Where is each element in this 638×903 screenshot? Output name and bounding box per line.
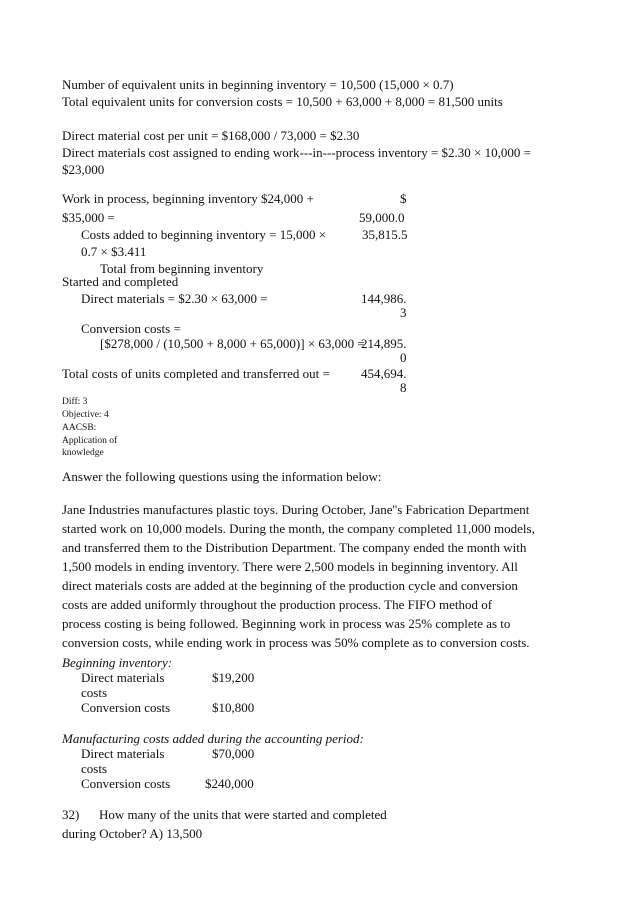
problem-line-7: process costing is being followed. Beginning work in process was 25% complete as to (62, 616, 511, 631)
started-completed: Started and completed (62, 274, 179, 289)
costs-added-cont: 0.7 × $3.411 (81, 244, 147, 259)
manufacturing-costs-heading: Manufacturing costs added during the accounting period: (62, 731, 364, 746)
problem-line-8: conversion costs, while ending work in process was 50% complete as to conversion costs. (62, 635, 530, 650)
conversion-costs-formula: [$278,000 / (10,500 + 8,000 + 65,000)] × 63,000 = (100, 336, 365, 351)
manufacturing-dm-value: $70,000 (212, 746, 255, 761)
intro-line-5: $23,000 (62, 162, 105, 177)
beginning-dm-value: $19,200 (212, 670, 255, 685)
beginning-inventory-heading: Beginning inventory: (62, 655, 173, 670)
intro-line-4: Direct materials cost assigned to ending work---in---process inventory = $2.30 × 10,000 = (62, 145, 531, 160)
manufacturing-dm-label: Direct materials (81, 746, 165, 761)
problem-line-5: direct materials costs are added at the beginning of the production cycle and conversion (62, 578, 518, 593)
costs-added-value: 35,815.5 (362, 227, 408, 242)
problem-line-2: started work on 10,000 models. During the month, the company completed 11,000 models, (62, 521, 535, 536)
problem-line-3: and transferred them to the Distribution Department. The company ended the month with (62, 540, 527, 555)
manufacturing-cc-label: Conversion costs (81, 776, 171, 791)
total-from-beginning: Total from beginning inventory (100, 261, 264, 276)
question-32-line-1: How many of the units that were started and completed (99, 807, 387, 822)
intro-line-2: Total equivalent units for conversion costs = 10,500 + 63,000 + 8,000 = 81,500 units (62, 94, 503, 109)
costs-added-label: Costs added to beginning inventory = 15,000 × (81, 227, 327, 242)
direct-materials-value-cont: 3 (400, 305, 407, 320)
direct-materials-label: Direct materials = $2.30 × 63,000 = (81, 291, 268, 306)
intro-line-1: Number of equivalent units in beginning inventory = 10,500 (15,000 × 0.7) (62, 77, 454, 92)
beginning-cc-label: Conversion costs (81, 700, 171, 715)
wip-dollar-sign: $ (400, 191, 407, 206)
beginning-dm-label-cont: costs (81, 685, 107, 700)
wip-label: Work in process, beginning inventory $24,000 + (62, 191, 314, 206)
conversion-costs-label: Conversion costs = (81, 321, 181, 336)
meta-diff: Diff: 3 (62, 397, 88, 407)
problem-line-1: Jane Industries manufactures plastic toys. During October, Jane''s Fabrication Department (62, 502, 530, 517)
wip-value: 59,000.0 (359, 210, 405, 225)
total-costs-label: Total costs of units completed and transferred out = (62, 366, 330, 381)
beginning-cc-value: $10,800 (212, 700, 255, 715)
conversion-costs-value-cont: 0 (400, 350, 407, 365)
manufacturing-dm-label-cont: costs (81, 761, 107, 776)
question-32-line-2: during October? A) 13,500 (62, 826, 203, 841)
meta-application: Application of (62, 436, 118, 446)
question-intro: Answer the following questions using the information below: (62, 469, 382, 484)
intro-line-3: Direct material cost per unit = $168,000 / 73,000 = $2.30 (62, 128, 360, 143)
direct-materials-value: 144,986. (361, 291, 407, 306)
conversion-costs-value: 214,895. (361, 336, 407, 351)
beginning-dm-label: Direct materials (81, 670, 165, 685)
problem-line-4: 1,500 models in ending inventory. There were 2,500 models in beginning inventory. All (62, 559, 518, 574)
problem-line-6: costs are added uniformly throughout the production process. The FIFO method of (62, 597, 493, 612)
meta-objective: Objective: 4 (62, 410, 109, 420)
question-32-number: 32) (62, 807, 80, 822)
total-costs-value-cont: 8 (400, 380, 407, 395)
meta-aacsb: AACSB: (62, 423, 97, 433)
wip-label-cont: $35,000 = (62, 210, 115, 225)
meta-knowledge: knowledge (62, 448, 104, 458)
manufacturing-cc-value: $240,000 (205, 776, 254, 791)
total-costs-value: 454,694. (361, 366, 407, 381)
